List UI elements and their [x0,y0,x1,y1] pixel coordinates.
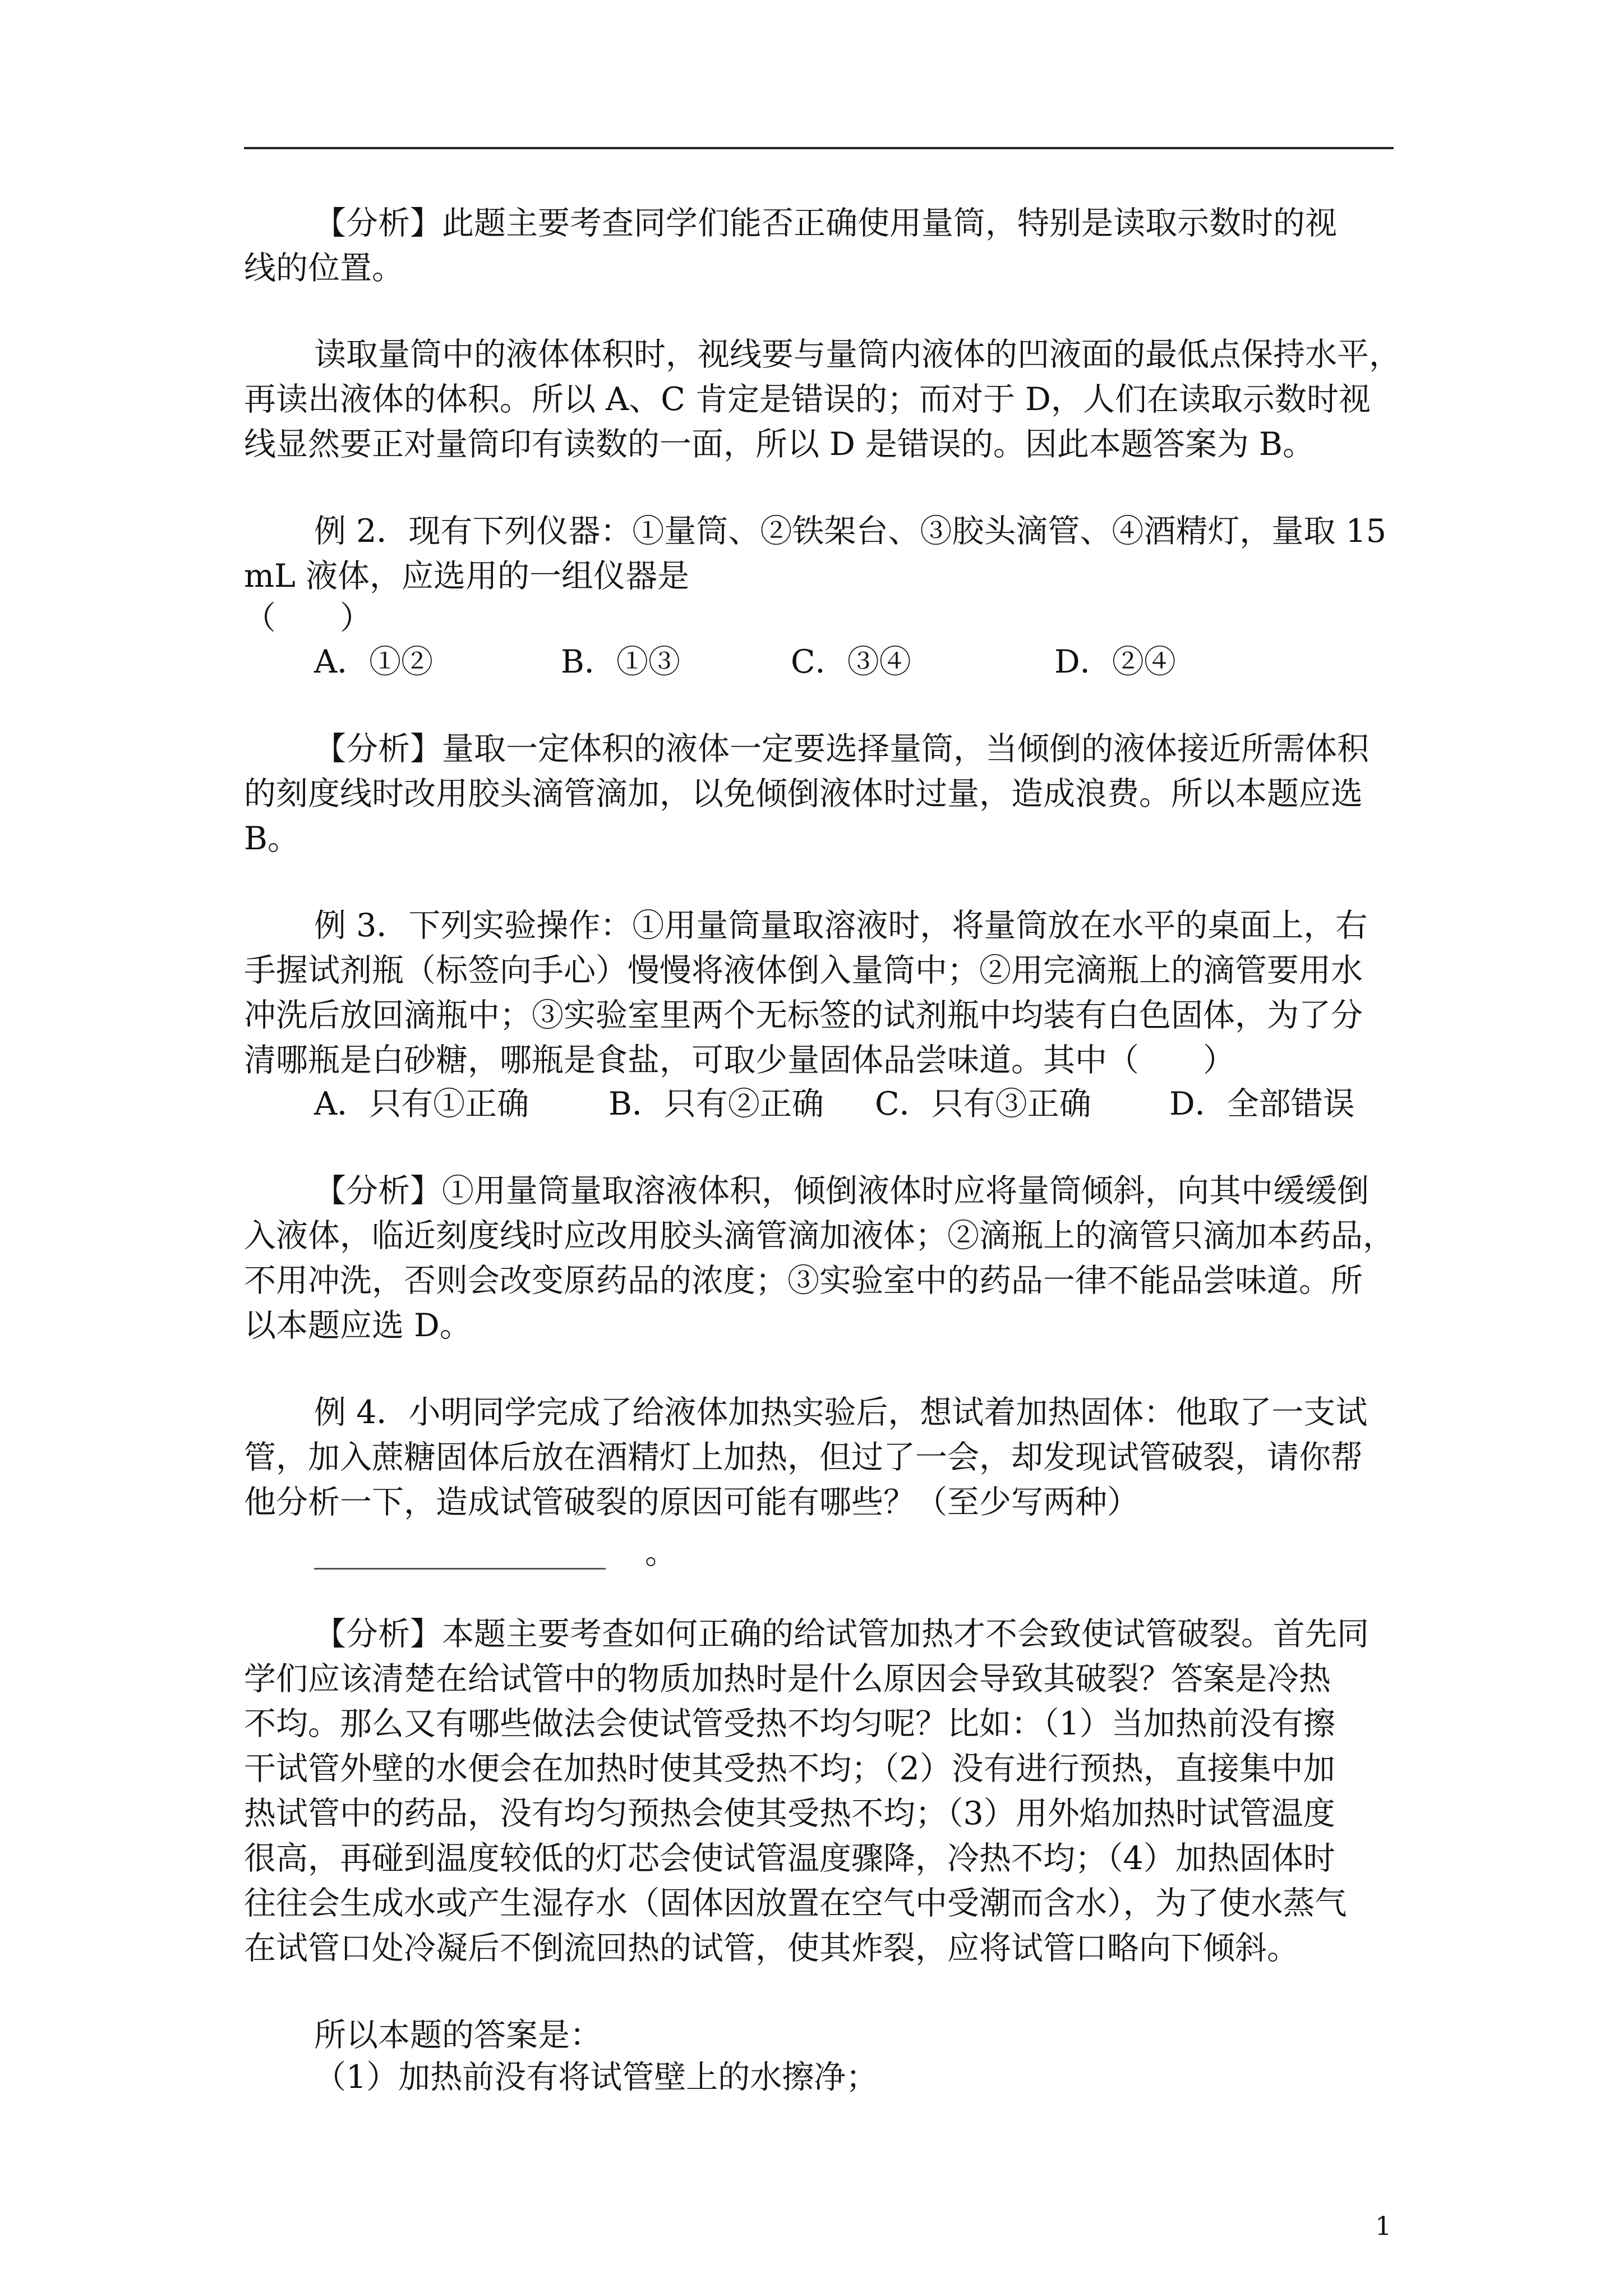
answer-4-line-2: （1）加热前没有将试管壁上的水擦净； [314,2059,878,2096]
example-3-line-2: 手握试剂瓶（标签向手心）慢慢将液体倒入量筒中；②用完滴瓶上的滴管要用水 [244,952,1363,989]
analysis-3-line-4: 以本题应选 D。 [244,1307,472,1344]
example-3-line-4: 清哪瓶是白砂糖，哪瓶是食盐，可取少量固体品尝味道。其中（ ） [244,1042,1235,1079]
example-3-option-b: B．只有②正确 [608,1085,824,1122]
example-3-option-d: D．全部错误 [1169,1085,1355,1122]
answer-4-line-1: 所以本题的答案是： [314,2017,602,2054]
analysis-4-line-1: 【分析】本题主要考查如何正确的给试管加热才不会致使试管破裂。首先同 [314,1616,1369,1653]
example-2-option-b: B．①③ [561,643,680,680]
analysis-4-line-3: 不均。那么又有哪些做法会使试管受热不均匀呢？比如：（1）当加热前没有擦 [244,1705,1335,1742]
analysis-3-line-2: 入液体，临近刻度线时应改用胶头滴管滴加液体；②滴瓶上的滴管只滴加本药品， [244,1217,1395,1254]
analysis-4-line-5: 热试管中的药品，没有均匀预热会使其受热不均；（3）用外焰加热时试管温度 [244,1795,1335,1832]
analysis-3-line-1: 【分析】①用量筒量取溶液体积，倾倒液体时应将量筒倾斜，向其中缓缓倒 [314,1172,1369,1209]
example-2-option-c: C．③④ [791,643,911,680]
answer-blank-period: 。 [645,1534,677,1571]
analysis-4-line-4: 干试管外壁的水便会在加热时使其受热不均；（2）没有进行预热，直接集中加 [244,1750,1335,1787]
explanation-1-line-3: 线显然要正对量筒印有读数的一面，所以 D 是错误的。因此本题答案为 B。 [244,426,1315,463]
example-2-answer-paren: （ ） [244,600,372,637]
example-4-line-2: 管，加入蔗糖固体后放在酒精灯上加热，但过了一会，却发现试管破裂，请你帮 [244,1439,1363,1476]
analysis-4-line-7: 往往会生成水或产生湿存水（固体因放置在空气中受潮而含水），为了使水蒸气 [244,1885,1347,1922]
example-2-line-1: 例 2．现有下列仪器：①量筒、②铁架台、③胶头滴管、④酒精灯，量取 15 [314,513,1387,550]
example-4-line-1: 例 4．小明同学完成了给液体加热实验后，想试着加热固体：他取了一支试 [314,1394,1368,1431]
header-rule [244,147,1394,149]
analysis-4-line-2: 学们应该清楚在给试管中的物质加热时是什么原因会导致其破裂？答案是冷热 [244,1660,1331,1697]
analysis-3-line-3: 不用冲洗，否则会改变原药品的浓度；③实验室中的药品一律不能品尝味道。所 [244,1262,1363,1299]
example-3-line-3: 冲洗后放回滴瓶中；③实验室里两个无标签的试剂瓶中均装有白色固体，为了分 [244,997,1363,1034]
example-3-option-c: C．只有③正确 [875,1085,1091,1122]
explanation-1-line-1: 读取量筒中的液体体积时，视线要与量筒内液体的凹液面的最低点保持水平， [314,336,1401,373]
analysis-2-line-2: 的刻度线时改用胶头滴管滴加，以免倾倒液体时过量，造成浪费。所以本题应选 [244,775,1363,812]
example-4-line-3: 他分析一下，造成试管破裂的原因可能有哪些？（至少写两种） [244,1484,1139,1521]
example-2-line-2: mL 液体，应选用的一组仪器是 [244,558,690,595]
analysis-4-line-6: 很高，再碰到温度较低的灯芯会使试管温度骤降，冷热不均；（4）加热固体时 [244,1840,1335,1877]
example-2-option-a: A．①② [314,643,434,680]
analysis-2-line-3: B。 [244,820,299,857]
example-2-option-d: D．②④ [1054,643,1176,680]
analysis-1-line-2: 线的位置。 [244,250,404,287]
example-3-option-a: A．只有①正确 [314,1085,529,1122]
page-number: 1 [1375,2211,1392,2241]
analysis-2-line-1: 【分析】量取一定体积的液体一定要选择量筒，当倾倒的液体接近所需体积 [314,730,1369,767]
answer-blank-line [314,1568,606,1570]
analysis-1-line-1: 【分析】此题主要考查同学们能否正确使用量筒，特别是读取示数时的视 [314,205,1337,242]
analysis-4-line-8: 在试管口处冷凝后不倒流回热的试管，使其炸裂，应将试管口略向下倾斜。 [244,1930,1299,1967]
example-3-line-1: 例 3．下列实验操作：①用量筒量取溶液时，将量筒放在水平的桌面上，右 [314,907,1368,944]
explanation-1-line-2: 再读出液体的体积。所以 A、C 肯定是错误的；而对于 D，人们在读取示数时视 [244,381,1371,418]
